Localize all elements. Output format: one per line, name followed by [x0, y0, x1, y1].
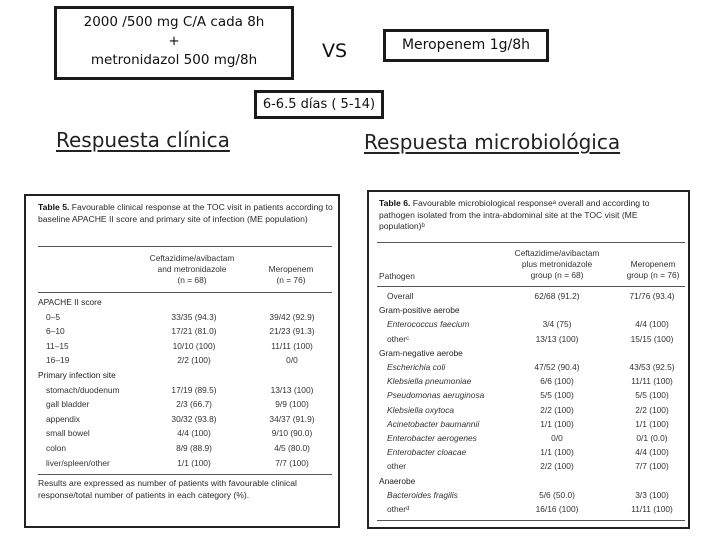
table-row-label: 6–10 — [46, 326, 65, 337]
table-6-bottom-rule — [377, 520, 685, 521]
table-cell-col1: 1/1 (100) — [540, 418, 574, 429]
table-cell-col1: 47/52 (90.4) — [534, 362, 580, 372]
table-5-col2-header-line: (n = 76) — [276, 275, 306, 285]
table-cell-col2: 11/11 (100) — [631, 504, 673, 514]
table-cell-col1: 62/68 (91.2) — [534, 291, 580, 301]
table-row-label: Enterobacter cloacae — [387, 447, 467, 458]
heading-microbiological-response: Respuesta microbiológica — [364, 130, 621, 154]
table-cell-col1: 5/5 (100) — [540, 390, 574, 401]
table-cell-col2: 3/3 (100) — [635, 489, 669, 500]
table-row-label: Gram-negative aerobe — [379, 347, 463, 358]
table-cell-col2: 9/10 (90.0) — [271, 428, 313, 439]
table-row-label: appendix — [46, 413, 80, 424]
table-5-top-rule — [38, 246, 332, 247]
table-cell-col2: 71/76 (93.4) — [629, 291, 675, 301]
table-cell-col2: 0/1 (0.0) — [636, 433, 668, 443]
table-cell-col1: 2/2 (100) — [540, 404, 574, 415]
table-cell-col1: 16/16 (100) — [535, 504, 579, 514]
table-cell-col2: 21/23 (91.3) — [269, 326, 315, 337]
table-cell-col2: 4/4 (100) — [635, 447, 669, 458]
table-row-label: APACHE II score — [38, 297, 102, 307]
table-6-top-rule — [377, 242, 685, 243]
table-row-label: Escherichia coli — [387, 362, 446, 372]
table-row-label: small bowel — [46, 428, 90, 439]
table-6-caption-text: Favourable microbiological responseᵃ overall and according to pathogen isolated from the intra-abdominal site at the TOC visit (ME population)ᵇ — [379, 198, 650, 231]
versus-label: VS — [322, 40, 348, 62]
table-row-label: 0–5 — [46, 311, 60, 322]
regimen-right-box — [383, 29, 549, 62]
regimen-left-box — [54, 6, 294, 80]
table-row-label: Bacteroides fragilis — [387, 489, 458, 500]
table-6-col2-header-line: group (n = 76) — [626, 270, 680, 280]
table-cell-col1: 13/13 (100) — [535, 333, 579, 344]
table-cell-col2: 13/13 (100) — [270, 384, 314, 395]
table-cell-col1: 5/6 (50.0) — [539, 489, 575, 500]
table-cell-col1: 3/4 (75) — [542, 319, 572, 330]
table-5-caption-label: Table 5. — [38, 202, 70, 212]
table-cell-col2: 1/1 (100) — [635, 418, 669, 429]
table-5-col1-header-line: and metronidazole — [157, 264, 227, 274]
table-row-label: Overall — [387, 291, 414, 301]
table-row-label: Klebsiella pneumoniae — [387, 376, 472, 387]
table-row-label: Anaerobe — [379, 475, 416, 486]
table-cell-col1: 0/0 — [551, 433, 563, 443]
table-6-col1-header — [497, 248, 617, 281]
table-row-label: gall bladder — [46, 399, 90, 410]
table-6-col0-header: Pathogen — [379, 271, 415, 281]
table-5-bottom-rule — [38, 474, 332, 475]
duration-box — [254, 90, 384, 119]
table-5-footnote: Results are expressed as number of patients with favourable clinical response/total number of patients in each category (%). — [38, 478, 297, 500]
table-cell-col2: 39/42 (92.9) — [269, 311, 315, 322]
table-6-col1-header-line: Ceftazidime/avibactam — [514, 248, 600, 258]
table-5-col1-header-line: (n = 68) — [177, 275, 207, 285]
table-row-label: Enterobacter aerogenes — [387, 433, 477, 443]
table-cell-col2: 7/7 (100) — [635, 461, 669, 472]
table-cell-col1: 1/1 (100) — [540, 447, 574, 458]
table-6-col2-header — [617, 259, 689, 281]
table-cell-col2: 4/5 (80.0) — [274, 443, 310, 453]
table-5-header-rule — [38, 292, 332, 293]
table-cell-col2: 9/9 (100) — [275, 399, 309, 410]
table-cell-col2: 4/4 (100) — [635, 319, 669, 330]
table-5-col2-header — [254, 264, 328, 286]
table-cell-col1: 17/21 (81.0) — [171, 326, 217, 337]
table-cell-col1: 4/4 (100) — [177, 428, 211, 439]
regimen-left-line-1: 2000 /500 mg C/A cada 8h — [83, 14, 265, 30]
table-5-col1-header-line: Ceftazidime/avibactam — [149, 253, 235, 263]
table-row-label: Pseudomonas aeruginosa — [387, 390, 485, 401]
table-row-label: 16–19 — [46, 355, 70, 366]
heading-clinical-response: Respuesta clínica — [56, 128, 230, 152]
table-6-col1-header-line: plus metronidazole — [521, 259, 593, 269]
table-5-caption — [38, 202, 334, 225]
table-cell-col1: 33/35 (94.3) — [171, 311, 217, 322]
table-6-caption-label: Table 6. — [379, 198, 411, 208]
table-6-col1-header-line: group (n = 68) — [530, 270, 584, 280]
duration-text: 6-6.5 días ( 5-14) — [262, 97, 376, 112]
table-cell-col2: 11/11 (100) — [271, 340, 313, 351]
table-cell-col1: 1/1 (100) — [177, 457, 211, 468]
table-5-caption-text: Favourable clinical response at the TOC visit in patients according to baseline APACHE II score and primary site of infection (ME population) — [38, 202, 333, 224]
table-row-label: Gram-positive aerobe — [379, 305, 460, 316]
table-cell-col1: 2/3 (66.7) — [176, 399, 212, 410]
table-cell-col1: 17/19 (89.5) — [171, 384, 217, 395]
table-cell-col1: 6/6 (100) — [540, 376, 574, 387]
table-cell-col2: 0/0 — [286, 355, 298, 366]
regimen-left-line-3: metronidazol 500 mg/8h — [90, 52, 258, 68]
table-cell-col1: 30/32 (93.8) — [171, 413, 217, 424]
regimen-right-text: Meropenem 1g/8h — [401, 37, 531, 53]
table-cell-col2: 11/11 (100) — [631, 376, 673, 387]
table-row-label: stomach/duodenum — [46, 384, 120, 395]
table-cell-col2: 43/53 (92.5) — [629, 362, 675, 372]
table-cell-col2: 15/15 (100) — [630, 333, 674, 344]
table-5-clinical-response — [24, 194, 340, 528]
table-cell-col2: 7/7 (100) — [275, 457, 309, 468]
table-row-label: Primary infection site — [38, 370, 116, 380]
table-row-label: Acinetobacter baumannii — [387, 418, 480, 429]
table-6-col2-header-line: Meropenem — [630, 259, 676, 269]
regimen-left-line-2: + — [168, 33, 180, 49]
table-row-label: liver/spleen/other — [46, 457, 110, 468]
table-row-label: colon — [46, 443, 67, 453]
table-6-caption — [379, 198, 685, 233]
table-row-label: 11–15 — [46, 340, 69, 351]
table-cell-col2: 5/5 (100) — [635, 390, 669, 401]
table-row-label: otherᵈ — [387, 504, 410, 514]
table-cell-col1: 2/2 (100) — [177, 355, 211, 366]
table-cell-col1: 10/10 (100) — [172, 340, 216, 351]
table-cell-col1: 2/2 (100) — [540, 461, 574, 472]
table-row-label: otherᶜ — [387, 333, 410, 344]
table-row-label: other — [387, 461, 407, 472]
table-6-header-rule — [377, 286, 685, 287]
table-5-col1-header — [136, 253, 248, 286]
table-cell-col2: 34/37 (91.9) — [269, 413, 315, 424]
table-cell-col1: 8/9 (88.9) — [176, 443, 212, 453]
table-row-label: Klebsiella oxytoca — [387, 404, 455, 415]
table-row-label: Enterococcus faecium — [387, 319, 470, 330]
table-6-microbiological-response — [367, 190, 690, 529]
table-cell-col2: 2/2 (100) — [635, 404, 669, 415]
table-5-col2-header-line: Meropenem — [268, 264, 314, 274]
